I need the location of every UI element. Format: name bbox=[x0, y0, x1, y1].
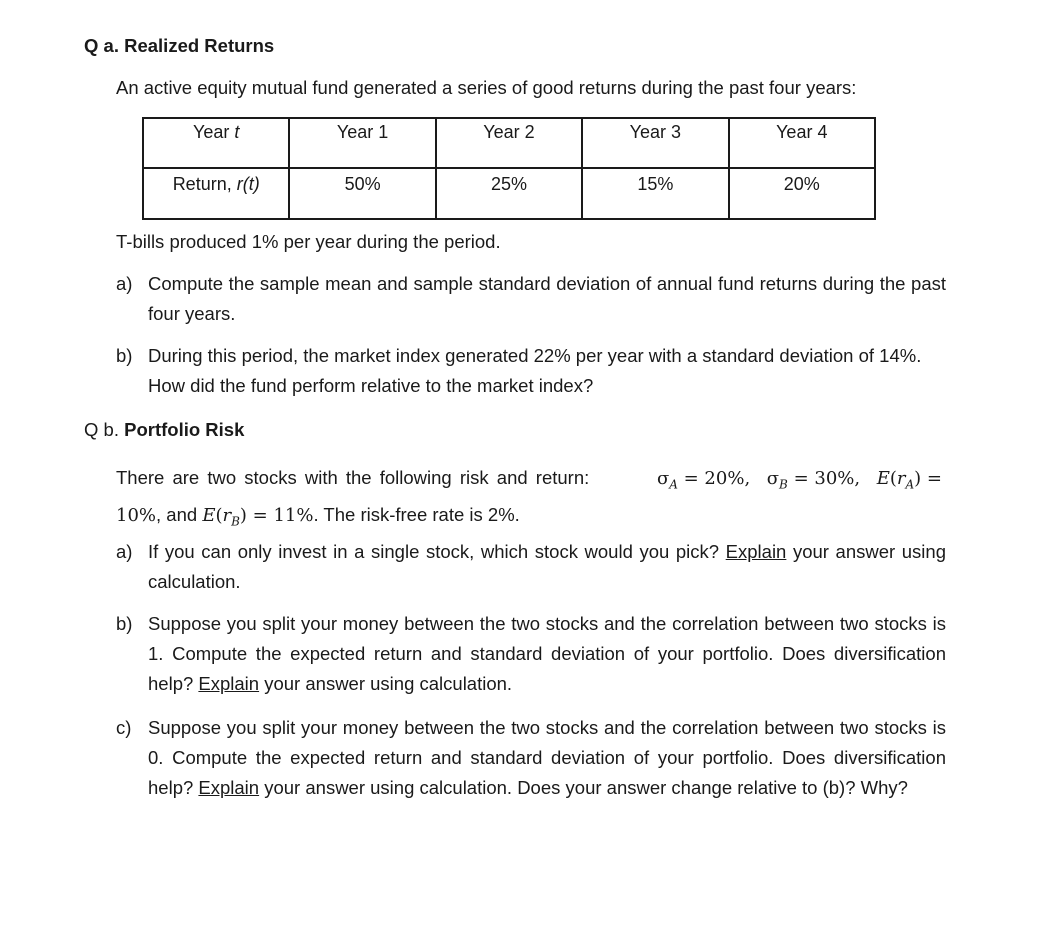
return-cell: 20% bbox=[729, 168, 875, 219]
item-text: During this period, the market index generated 22% per year with a standard deviation of 14%. How did the fund perform relative to the market index? bbox=[148, 345, 922, 396]
header-cell: Year 1 bbox=[289, 118, 435, 168]
item-text: Suppose you split your money between the two stocks and the correlation between two stocks is 0. Compute the expected return and standard deviation of your portfolio. Does diversification help? Explain your answer using calculation. Does your answer change relative to (b)? Why? bbox=[148, 717, 946, 798]
expected-return-b: $E(r_B) = 11\%$ bbox=[202, 504, 314, 529]
qb-heading: Q b. Portfolio Risk bbox=[84, 419, 245, 440]
qb-intro: There are two stocks with the following risk and return: $\sigma_A = 20\%$, $\sigma_B = 30\%$, $E(r_A)$ = 10%, and $E(r_B) = 11\%$. The risk-free rate is 2%. bbox=[116, 467, 942, 529]
explain-link[interactable]: Explain bbox=[198, 777, 260, 798]
explain-link[interactable]: Explain bbox=[725, 541, 787, 562]
tbills-text: T-bills produced 1% per year during the period. bbox=[116, 231, 501, 252]
return-cell: 50% bbox=[289, 168, 435, 219]
qb-item-a bbox=[116, 537, 946, 597]
qa-item-a bbox=[116, 269, 946, 329]
returns-table bbox=[142, 117, 876, 220]
return-cell: 25% bbox=[436, 168, 582, 219]
qb-item-c bbox=[116, 713, 946, 803]
item-label: c) bbox=[116, 717, 132, 738]
item-text: If you can only invest in a single stock, which stock would you pick? Explain your answer using calculation. bbox=[148, 541, 946, 592]
qa-item-b bbox=[116, 341, 946, 401]
qa-heading: Q a. Realized Returns bbox=[84, 35, 275, 56]
qb-item-b bbox=[116, 609, 946, 699]
item-label: b) bbox=[116, 613, 133, 634]
item-label: a) bbox=[116, 541, 133, 562]
qa-intro: An active equity mutual fund generated a series of good returns during the past four years: bbox=[116, 77, 857, 98]
header-cell: Year 2 bbox=[436, 118, 582, 168]
item-text: Suppose you split your money between the two stocks and the correlation between two stocks is 1. Compute the expected return and standard deviation of your portfolio. Does diversification help? Explain your answer using calculation. bbox=[148, 613, 946, 694]
table-row-return bbox=[143, 168, 875, 219]
item-text: Compute the sample mean and sample standard deviation of annual fund returns during the past four years. bbox=[148, 273, 946, 324]
header-cell-year-t: Year t bbox=[143, 118, 289, 168]
header-cell: Year 3 bbox=[582, 118, 728, 168]
header-cell: Year 4 bbox=[729, 118, 875, 168]
item-label: a) bbox=[116, 273, 133, 294]
return-cell: 15% bbox=[582, 168, 728, 219]
row-label-return: Return, r(t) bbox=[143, 168, 289, 219]
expected-return-a: $E(r_A)$ = bbox=[876, 468, 942, 492]
sigma-a: $\sigma_A = 20\%$, bbox=[656, 468, 762, 492]
item-label: b) bbox=[116, 345, 133, 366]
expected-return-a-value: 10% bbox=[116, 504, 157, 526]
sigma-b: $\sigma_B = 30\%$, bbox=[766, 468, 872, 492]
explain-link[interactable]: Explain bbox=[198, 673, 260, 694]
table-header-row bbox=[143, 118, 875, 168]
